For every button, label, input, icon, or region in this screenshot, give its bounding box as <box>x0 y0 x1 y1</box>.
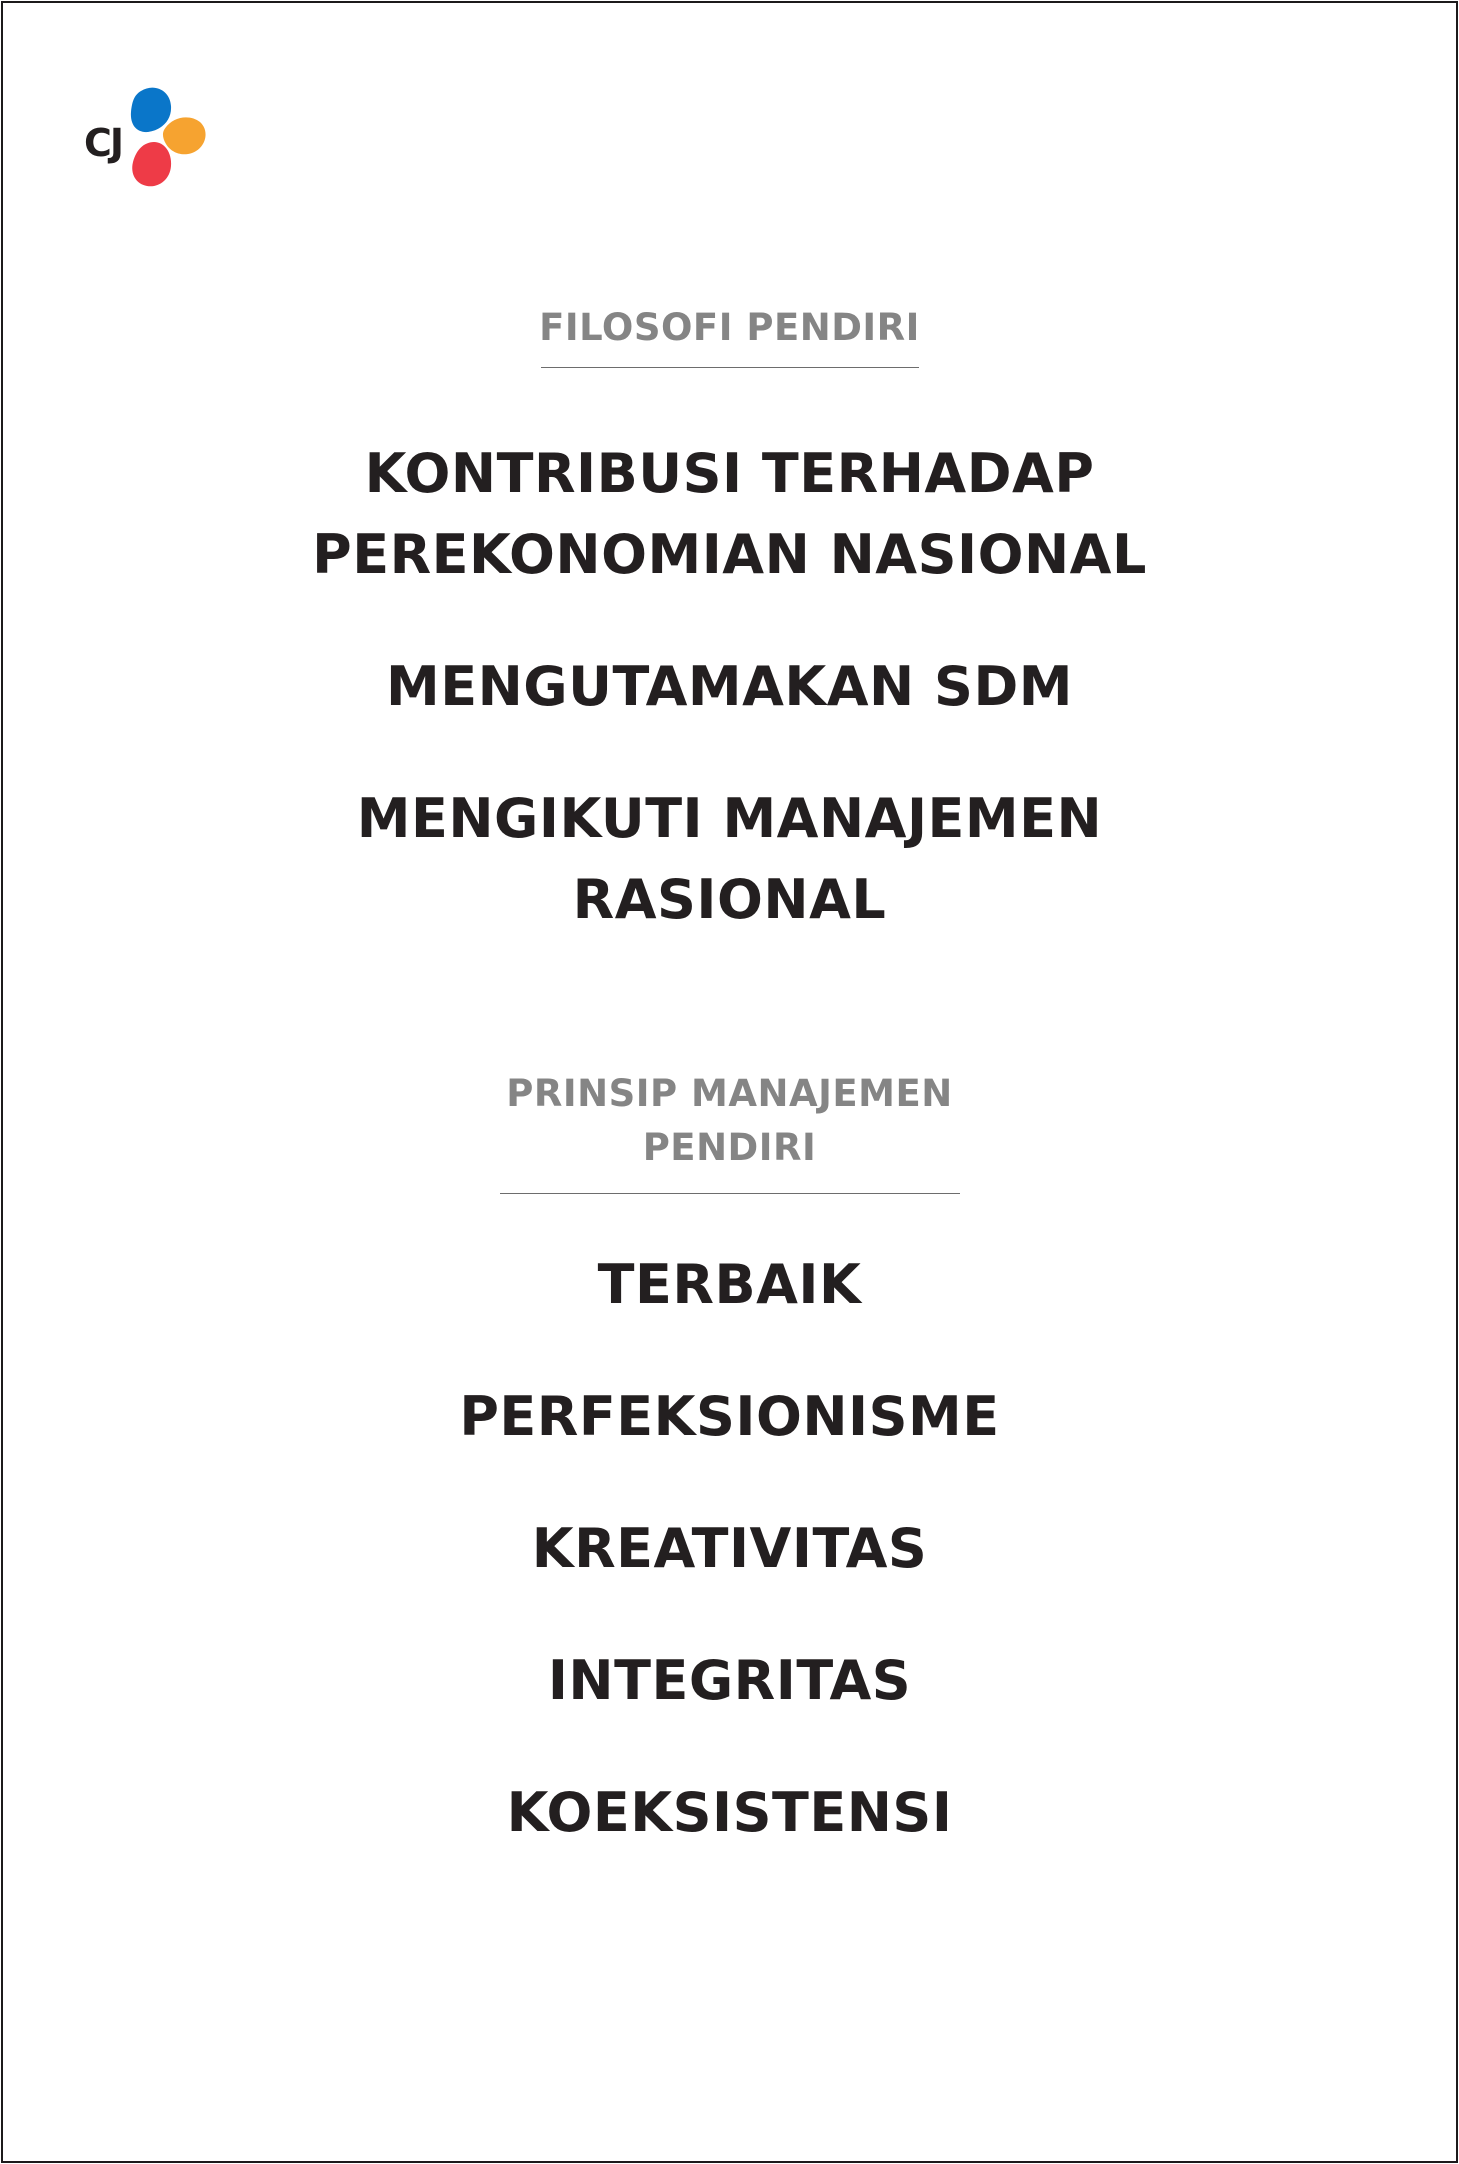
philosophy-item-line: MENGUTAMAKAN SDM <box>385 655 1074 718</box>
logo-red-petal <box>132 142 171 186</box>
cj-logo <box>84 82 214 192</box>
logo-orange-petal <box>163 117 206 154</box>
philosophy-list <box>0 433 1459 940</box>
founder-management-principles-section <box>0 1067 1459 1904</box>
heading-divider <box>541 367 919 368</box>
principle-item-text: KOEKSISTENSI <box>506 1781 953 1844</box>
principle-item <box>0 1772 1459 1853</box>
founder-philosophy-heading: FILOSOFI PENDIRI <box>539 306 920 349</box>
philosophy-item <box>0 778 1459 940</box>
philosophy-item-line: KONTRIBUSI TERHADAP <box>364 442 1095 505</box>
founder-philosophy-section <box>0 301 1459 991</box>
principles-list <box>0 1244 1459 1853</box>
philosophy-item-line: MENGIKUTI MANAJEMEN <box>356 787 1103 850</box>
principle-item-text: PERFEKSIONISME <box>459 1385 1000 1448</box>
principle-item <box>0 1640 1459 1721</box>
logo-blue-petal <box>131 88 171 132</box>
management-principles-heading-line: PENDIRI <box>642 1126 817 1169</box>
principle-item-text: KREATIVITAS <box>531 1517 928 1580</box>
heading-divider <box>500 1193 960 1194</box>
principle-item <box>0 1244 1459 1325</box>
philosophy-item-line: PEREKONOMIAN NASIONAL <box>312 523 1147 586</box>
principle-item <box>0 1508 1459 1589</box>
management-principles-heading-line: PRINSIP MANAJEMEN <box>506 1072 953 1115</box>
philosophy-item-line: RASIONAL <box>572 868 887 931</box>
management-principles-heading <box>0 1067 1459 1175</box>
principle-item-text: INTEGRITAS <box>547 1649 912 1712</box>
logo-text: CJ <box>84 121 123 165</box>
principle-item <box>0 1376 1459 1457</box>
principle-item-text: TERBAIK <box>597 1253 862 1316</box>
philosophy-item <box>0 433 1459 595</box>
philosophy-item <box>0 646 1459 727</box>
